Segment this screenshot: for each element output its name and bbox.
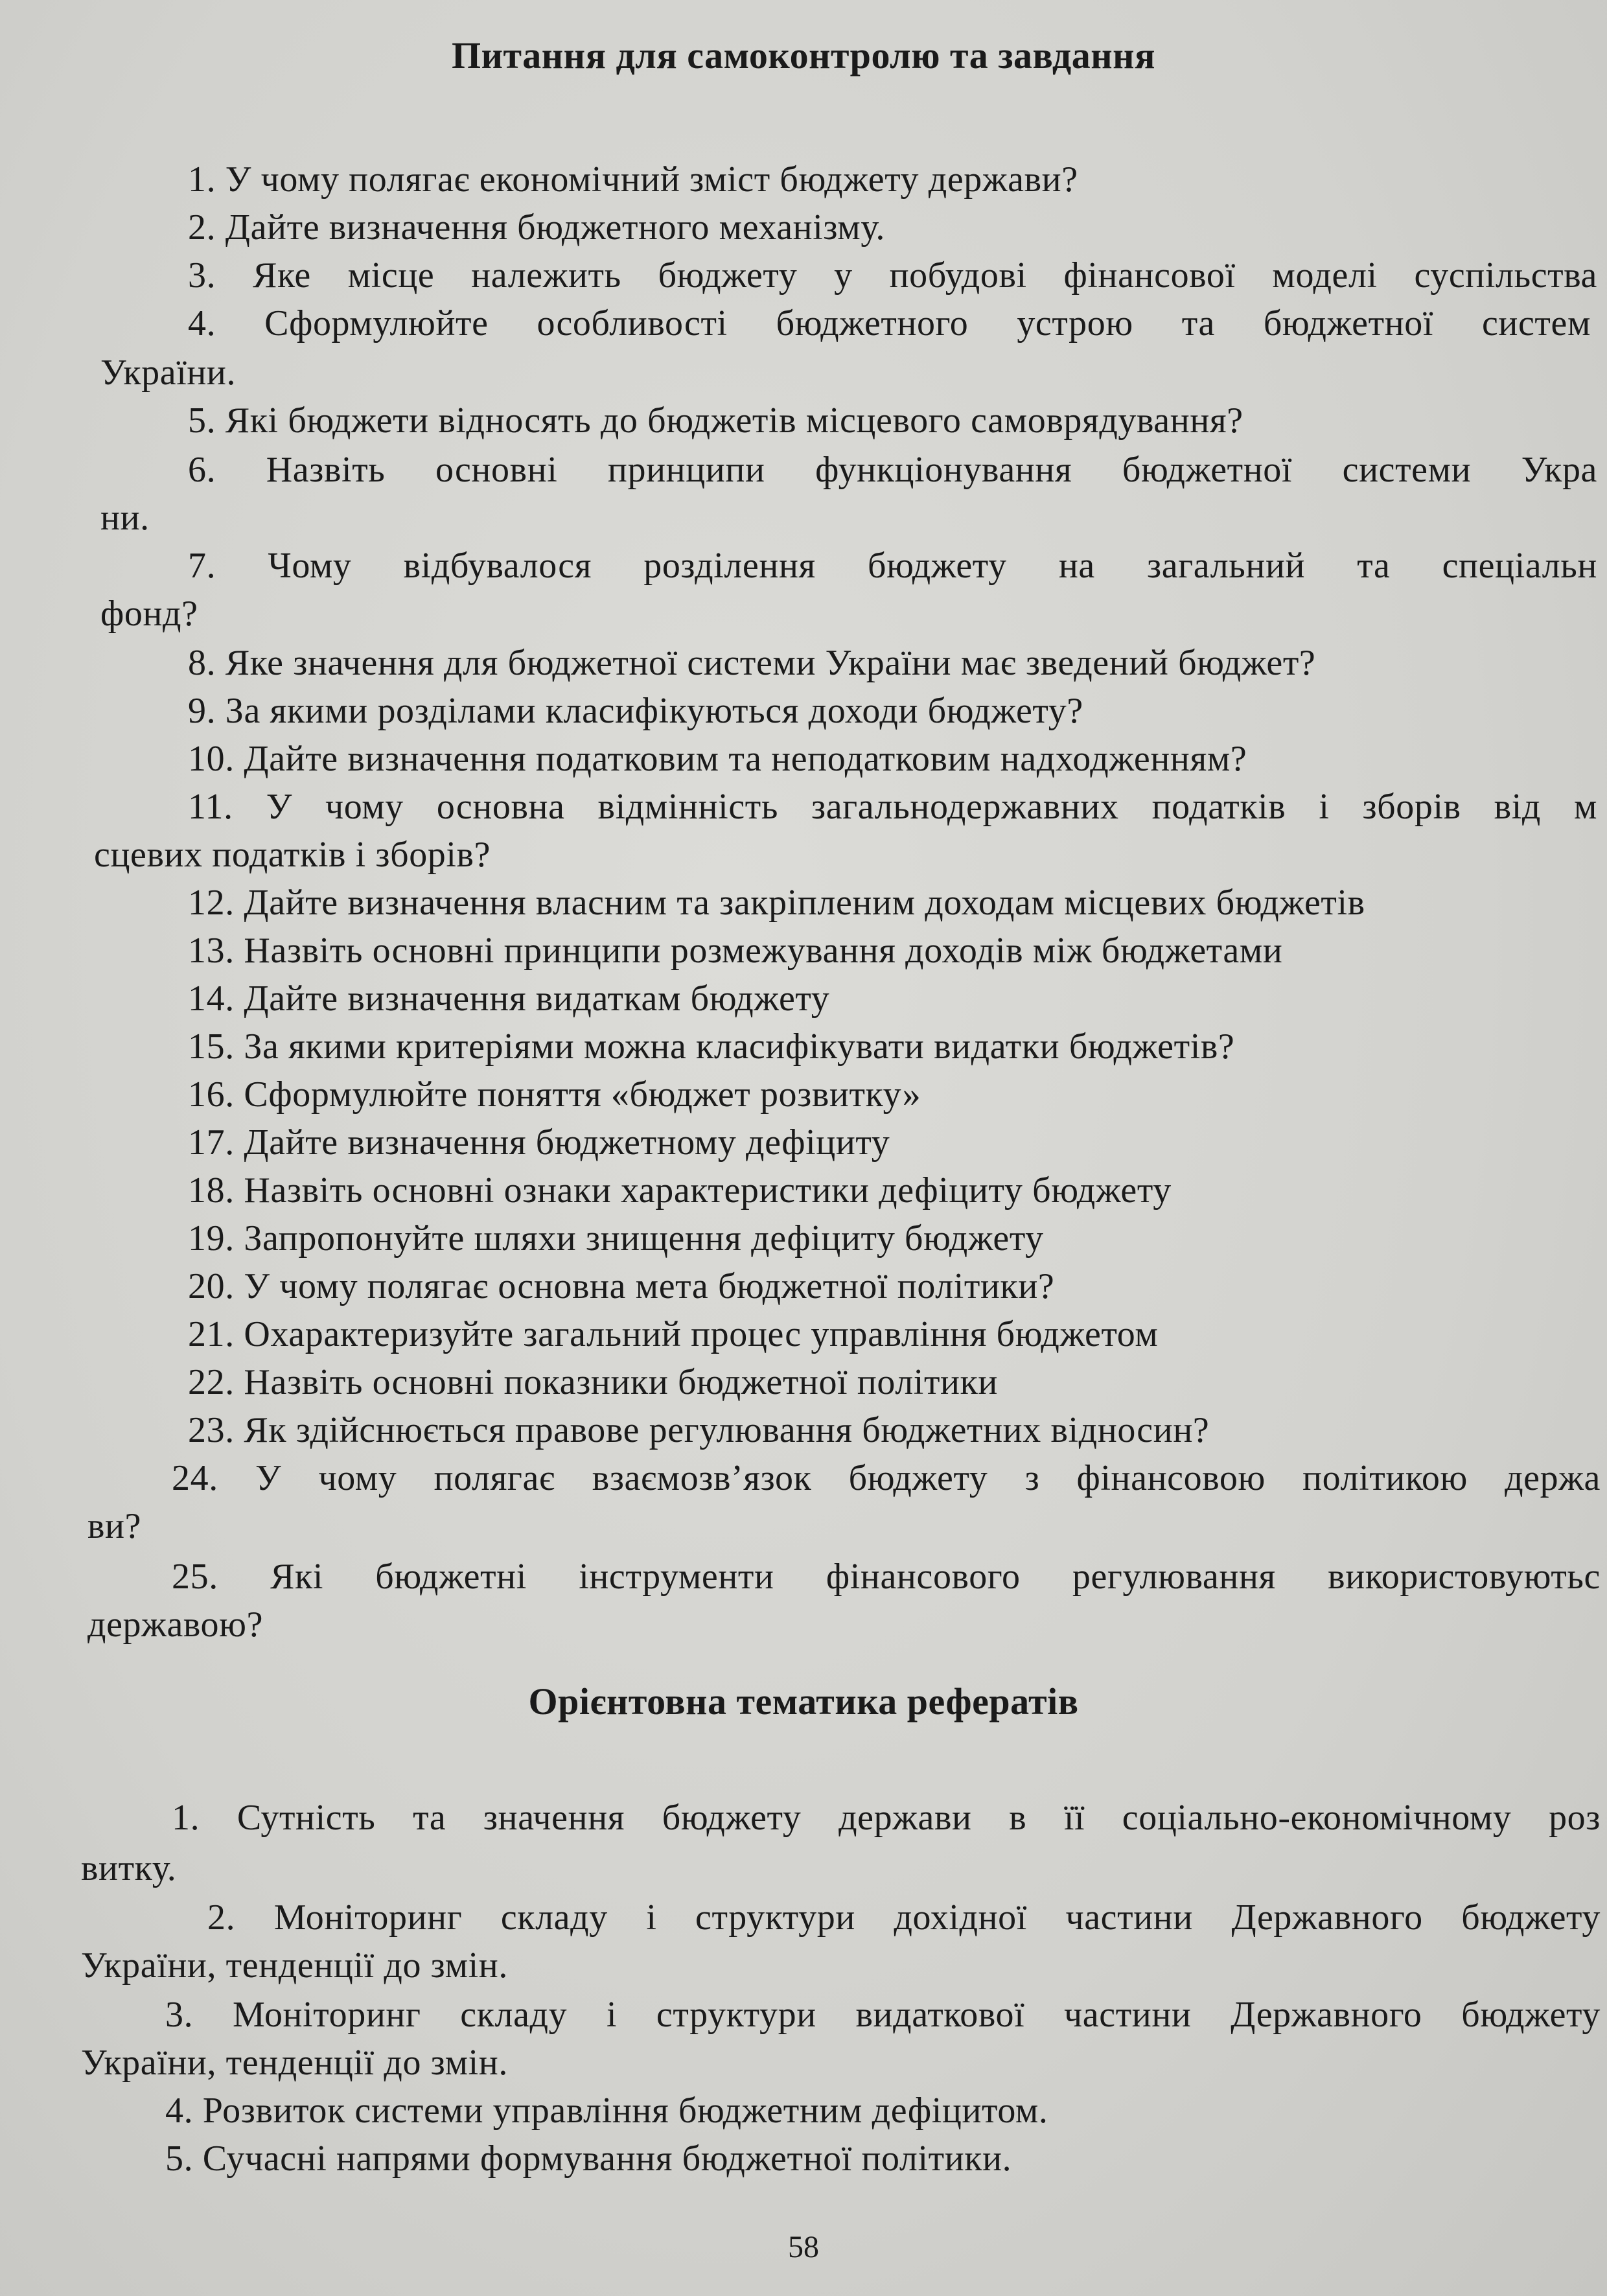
question-line-18: 18. Назвіть основні ознаки характеристики дефіциту бюджету xyxy=(188,1170,1172,1211)
question-line-4: 4. Сформулюйте особливості бюджетного устрою та бюджетної систем xyxy=(188,303,1591,343)
question-line-11: 11. У чому основна відмінність загальнодержавних податків і зборів від м xyxy=(188,787,1597,827)
question-line-6: 6. Назвіть основні принципи функціонування бюджетної системи Укра xyxy=(188,450,1597,490)
question-line-19: 19. Запропонуйте шляхи знищення дефіциту бюджету xyxy=(188,1218,1044,1258)
question-line-24: 24. У чому полягає взаємозв’язок бюджету з фінансовою політикою держа xyxy=(172,1458,1601,1498)
question-line-10: 10. Дайте визначення податковим та неподатковим надходженням? xyxy=(188,739,1247,779)
essay-line-3-cont: України, тенденції до змін. xyxy=(81,2043,508,2083)
essay-line-2: 2. Моніторинг складу і структури дохідної частини Державного бюджету xyxy=(207,1897,1601,1938)
question-line-25-cont: державою? xyxy=(87,1605,264,1645)
question-line-16: 16. Сформулюйте поняття «бюджет розвитку» xyxy=(188,1074,921,1115)
essay-line-1-cont: витку. xyxy=(81,1848,177,1888)
question-line-8: 8. Яке значення для бюджетної системи України має зведений бюджет? xyxy=(188,643,1316,683)
essay-line-2-cont: України, тенденції до змін. xyxy=(81,1945,508,1986)
question-line-7-cont: фонд? xyxy=(100,594,198,634)
question-line-11-cont: сцевих податків і зборів? xyxy=(94,835,491,875)
question-line-21: 21. Охарактеризуйте загальний процес управління бюджетом xyxy=(188,1314,1159,1354)
question-line-5: 5. Які бюджети відносять до бюджетів місцевого самоврядування? xyxy=(188,400,1243,441)
question-line-24-cont: ви? xyxy=(87,1506,142,1546)
question-line-25: 25. Які бюджетні інструменти фінансового регулювання використовуютьс xyxy=(172,1557,1601,1597)
question-line-13: 13. Назвіть основні принципи розмежування доходів між бюджетами xyxy=(188,931,1283,971)
essay-line-4: 4. Розвиток системи управління бюджетним дефіцитом. xyxy=(165,2091,1048,2131)
question-line-3: 3. Яке місце належить бюджету у побудові фінансової моделі суспільства xyxy=(188,255,1597,296)
question-line-20: 20. У чому полягає основна мета бюджетної політики? xyxy=(188,1266,1055,1306)
page-number: 58 xyxy=(788,2230,819,2264)
question-line-9: 9. За якими розділами класифікуються доходи бюджету? xyxy=(188,691,1083,731)
question-line-14: 14. Дайте визначення видаткам бюджету xyxy=(188,979,830,1019)
essay-line-1: 1. Сутність та значення бюджету держави в її соціально-економічному роз xyxy=(172,1798,1601,1838)
question-line-7: 7. Чому відбувалося розділення бюджету на загальний та спеціальн xyxy=(188,546,1597,586)
question-line-4-cont: України. xyxy=(100,353,237,393)
question-line-22: 22. Назвіть основні показники бюджетної політики xyxy=(188,1362,998,1402)
essay-line-3: 3. Моніторинг складу і структури видаткової частини Державного бюджету xyxy=(165,1995,1601,2035)
question-line-17: 17. Дайте визначення бюджетному дефіциту xyxy=(188,1122,890,1163)
section-title-essays: Орієнтовна тематика рефератів xyxy=(528,1680,1079,1722)
question-line-6-cont: ни. xyxy=(100,498,150,538)
question-line-2: 2. Дайте визначення бюджетного механізму. xyxy=(188,207,885,248)
question-line-1: 1. У чому полягає економічний зміст бюджету держави? xyxy=(188,159,1078,200)
question-line-12: 12. Дайте визначення власним та закріпленим доходам місцевих бюджетів xyxy=(188,883,1365,923)
essay-line-5: 5. Сучасні напрями формування бюджетної політики. xyxy=(165,2139,1012,2179)
section-title-self-control: Питання для самоконтролю та завдання xyxy=(452,34,1155,76)
question-line-23: 23. Як здійснюється правове регулювання бюджетних відносин? xyxy=(188,1410,1210,1450)
question-line-15: 15. За якими критеріями можна класифікувати видатки бюджетів? xyxy=(188,1026,1235,1067)
